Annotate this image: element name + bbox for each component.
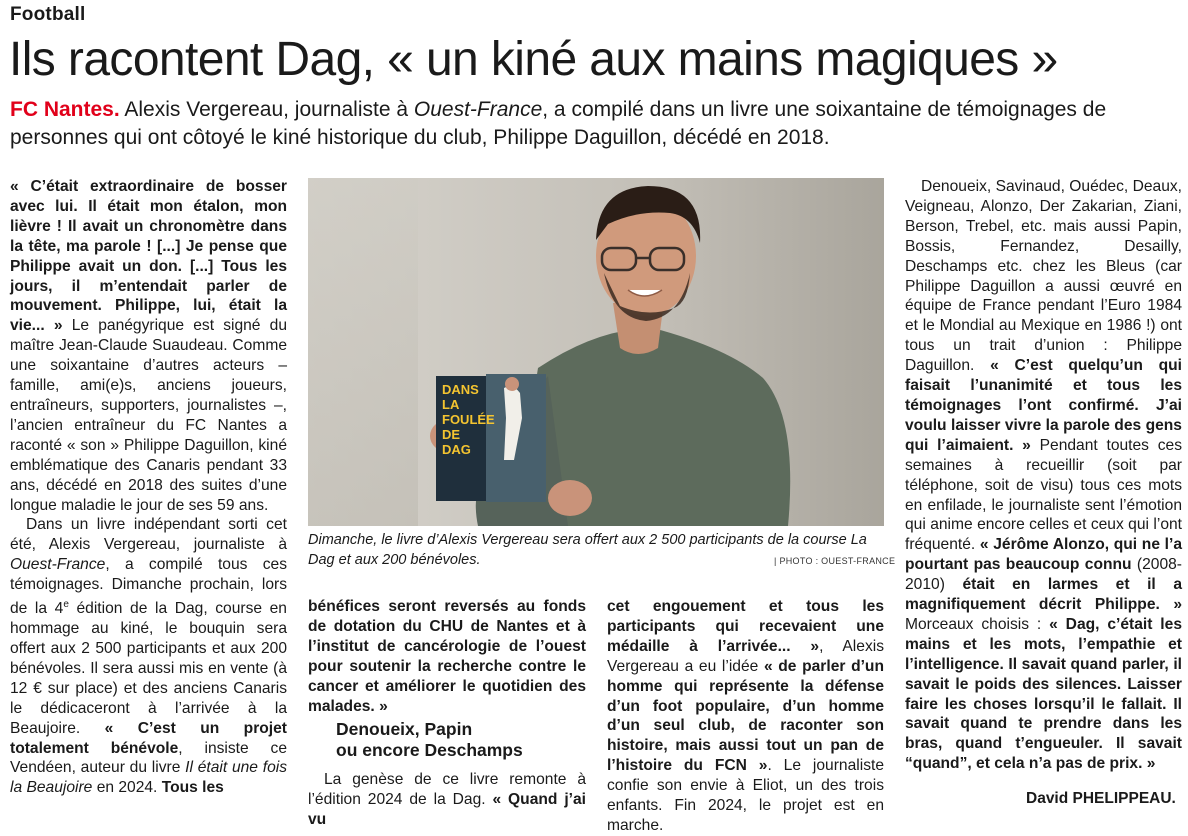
lead-text-b: , a compilé dans un livre une soixantaine de témoignages de personnes qui ont côtoyé le kiné historique du club, Philippe Daguillon, décédé en 2018. <box>10 98 1107 149</box>
photo-illustration <box>308 178 884 526</box>
opening-quote: « C’était extraordinaire de bosser avec lui. Il était mon étalon, mon lièvre ! Il avait un chronomètre dans la tête, ma parole ! [...] Je pense que Philippe avait un don. [...] Tous les jours, il m’entendait parler de mouvement. Philippe, lui, était la vie... » <box>10 178 287 335</box>
article-headline: Ils racontent Dag, « un kiné aux mains magiques » <box>9 33 1058 86</box>
author-signature: David PHELIPPEAU. <box>1026 790 1176 807</box>
article-column-2: bénéfices seront reversés au fonds de dotation du CHU de Nantes et à l’institut de cancérologie de l’ouest pour soutenir la recherche contre le cancer et améliorer le quotidien des malades. » <box>308 598 586 715</box>
book-cover <box>436 374 546 502</box>
photo-credit: | PHOTO : OUEST-FRANCE <box>774 556 896 566</box>
article-lead <box>10 96 1180 152</box>
article-column-3: cet engouement et tous les participants qui recevaient une médaille à l’arrivée... », Alexis Vergereau a eu l’idée « de parler d’un homme qui représente la défense d’un foot populaire, d’un homme d’un seul club, de raconter son histoire, mais aussi tout un pan de l’histoire du FCN ». Le journaliste confie son envie à Eliot, un des trois enfants. Fin 2024, le projet est en marche. <box>607 598 884 834</box>
article-column-2-continued: La genèse de ce livre remonte à l’édition 2024 de la Dag. « Quand j’ai vu <box>308 771 586 828</box>
lead-text-a: Alexis Vergereau, journaliste à <box>119 98 414 121</box>
intertitle: Denoueix, Papin ou encore Deschamps <box>336 719 523 760</box>
article-photo <box>308 178 884 526</box>
book-reference: Il était une fois la Beaujoire <box>10 759 287 797</box>
photo-caption: Dimanche, le livre d’Alexis Vergereau sera offert aux 2 500 participants de la course La Dag et aux 200 bénévoles. <box>308 532 867 568</box>
book-title: DANS LA FOULÉE DE DAG <box>442 382 495 457</box>
section-rubric: Football <box>10 4 86 25</box>
col1-paragraph-1: Le panégyrique est signé du maître Jean-Claude Suaudeau. Comme une soixantaine d’autres acteurs – famille, ami(e)s, anciens joueurs, entraîneurs, supporters, journalistes –, l’ancien entraîneur du FC Nantes a raconté « son » Philippe Daguillon, kiné emblématique des Canaris pendant 33 ans, décédé en 2018 des suites d’une longue maladie le jour de ses 59 ans. <box>10 317 287 514</box>
article-column-4: Denoueix, Savinaud, Ouédec, Deaux, Veigneau, Alonzo, Der Zakarian, Ziani, Berson, Trebel, etc. mais aussi Papin, Bossis, Fernandez, Desailly, Deschamps etc. chez les Bleus (car Philippe Daguillon a aussi œuvré en équipe de France pendant l’Euro 1984 et le Mondial au Mexique en 1986 !) ont tous un trait d’union : Philippe Daguillon. « C’est quelqu’un qui faisait l’unanimité et tous les témoignages l’ont confirmé. J’ai voulu laisser vivre la parole des gens qui l’aimaient. » Pendant toutes ces semaines à recueillir (soit par téléphone, soit de visu) tous ces mots en enfilade, le journaliste sent l’émotion qui anime encore celles et ceux qui l’ont fréquenté. « Jérôme Alonzo, qui ne l’a pourtant pas beaucoup connu (2008-2010) était en larmes et il a magnifiquement décrit Philippe. » Morceaux choisis : « Dag, c’était les mains et les mots, l’empathie et l’intelligence. Il savait quand parler, il savait le poids des silences. Laisser faire les choses lorsqu’il le fallait. Il savait quand te prendre dans les bras, quand t’engueuler. Il savait “quand”, et cela n’a pas de prix. » <box>905 178 1183 773</box>
lead-source: Ouest-France <box>413 98 543 121</box>
article-column-1: « C’était extraordinaire de bosser avec lui. Il était mon étalon, mon lièvre ! Il avait un chronomètre dans la tête, ma parole ! [...] Je pense que Philippe avait un don. [...] Tous les jours, il m’entendait parler de mouvement. Philippe, lui, était la vie... » Le panégyrique est signé du maître Jean-Claude Suaudeau. Comme une soixantaine d’autres acteurs – famille, ami(e)s, anciens joueurs, entraîneurs, supporters, journalistes –, l’ancien entraîneur du FC Nantes a raconté « son » Philippe Daguillon, kiné emblématique des Canaris pendant 33 ans, décédé en 2018 des suites d’une longue maladie le jour de ses 59 ans. Dans un livre indépendant sorti cet été, Alexis Vergereau, journaliste à Ouest-France, a compilé tous ces témoignages. Dimanche prochain, lors de la 4e édition de la Dag, course en hommage au kiné, le bouquin sera offert aux 2 500 participants et aux 200 bénévoles. Il sera aussi mis en vente (à 12 € sur place) et des anciens Canaris le dédicaceront à l’arrivée à la Beaujoire. « C’est un projet totalement bénévole, insiste ce Vendéen, auteur du livre Il était une fois la Beaujoire en 2024. Tous les <box>10 178 287 797</box>
lead-kicker: FC Nantes. <box>10 98 120 121</box>
